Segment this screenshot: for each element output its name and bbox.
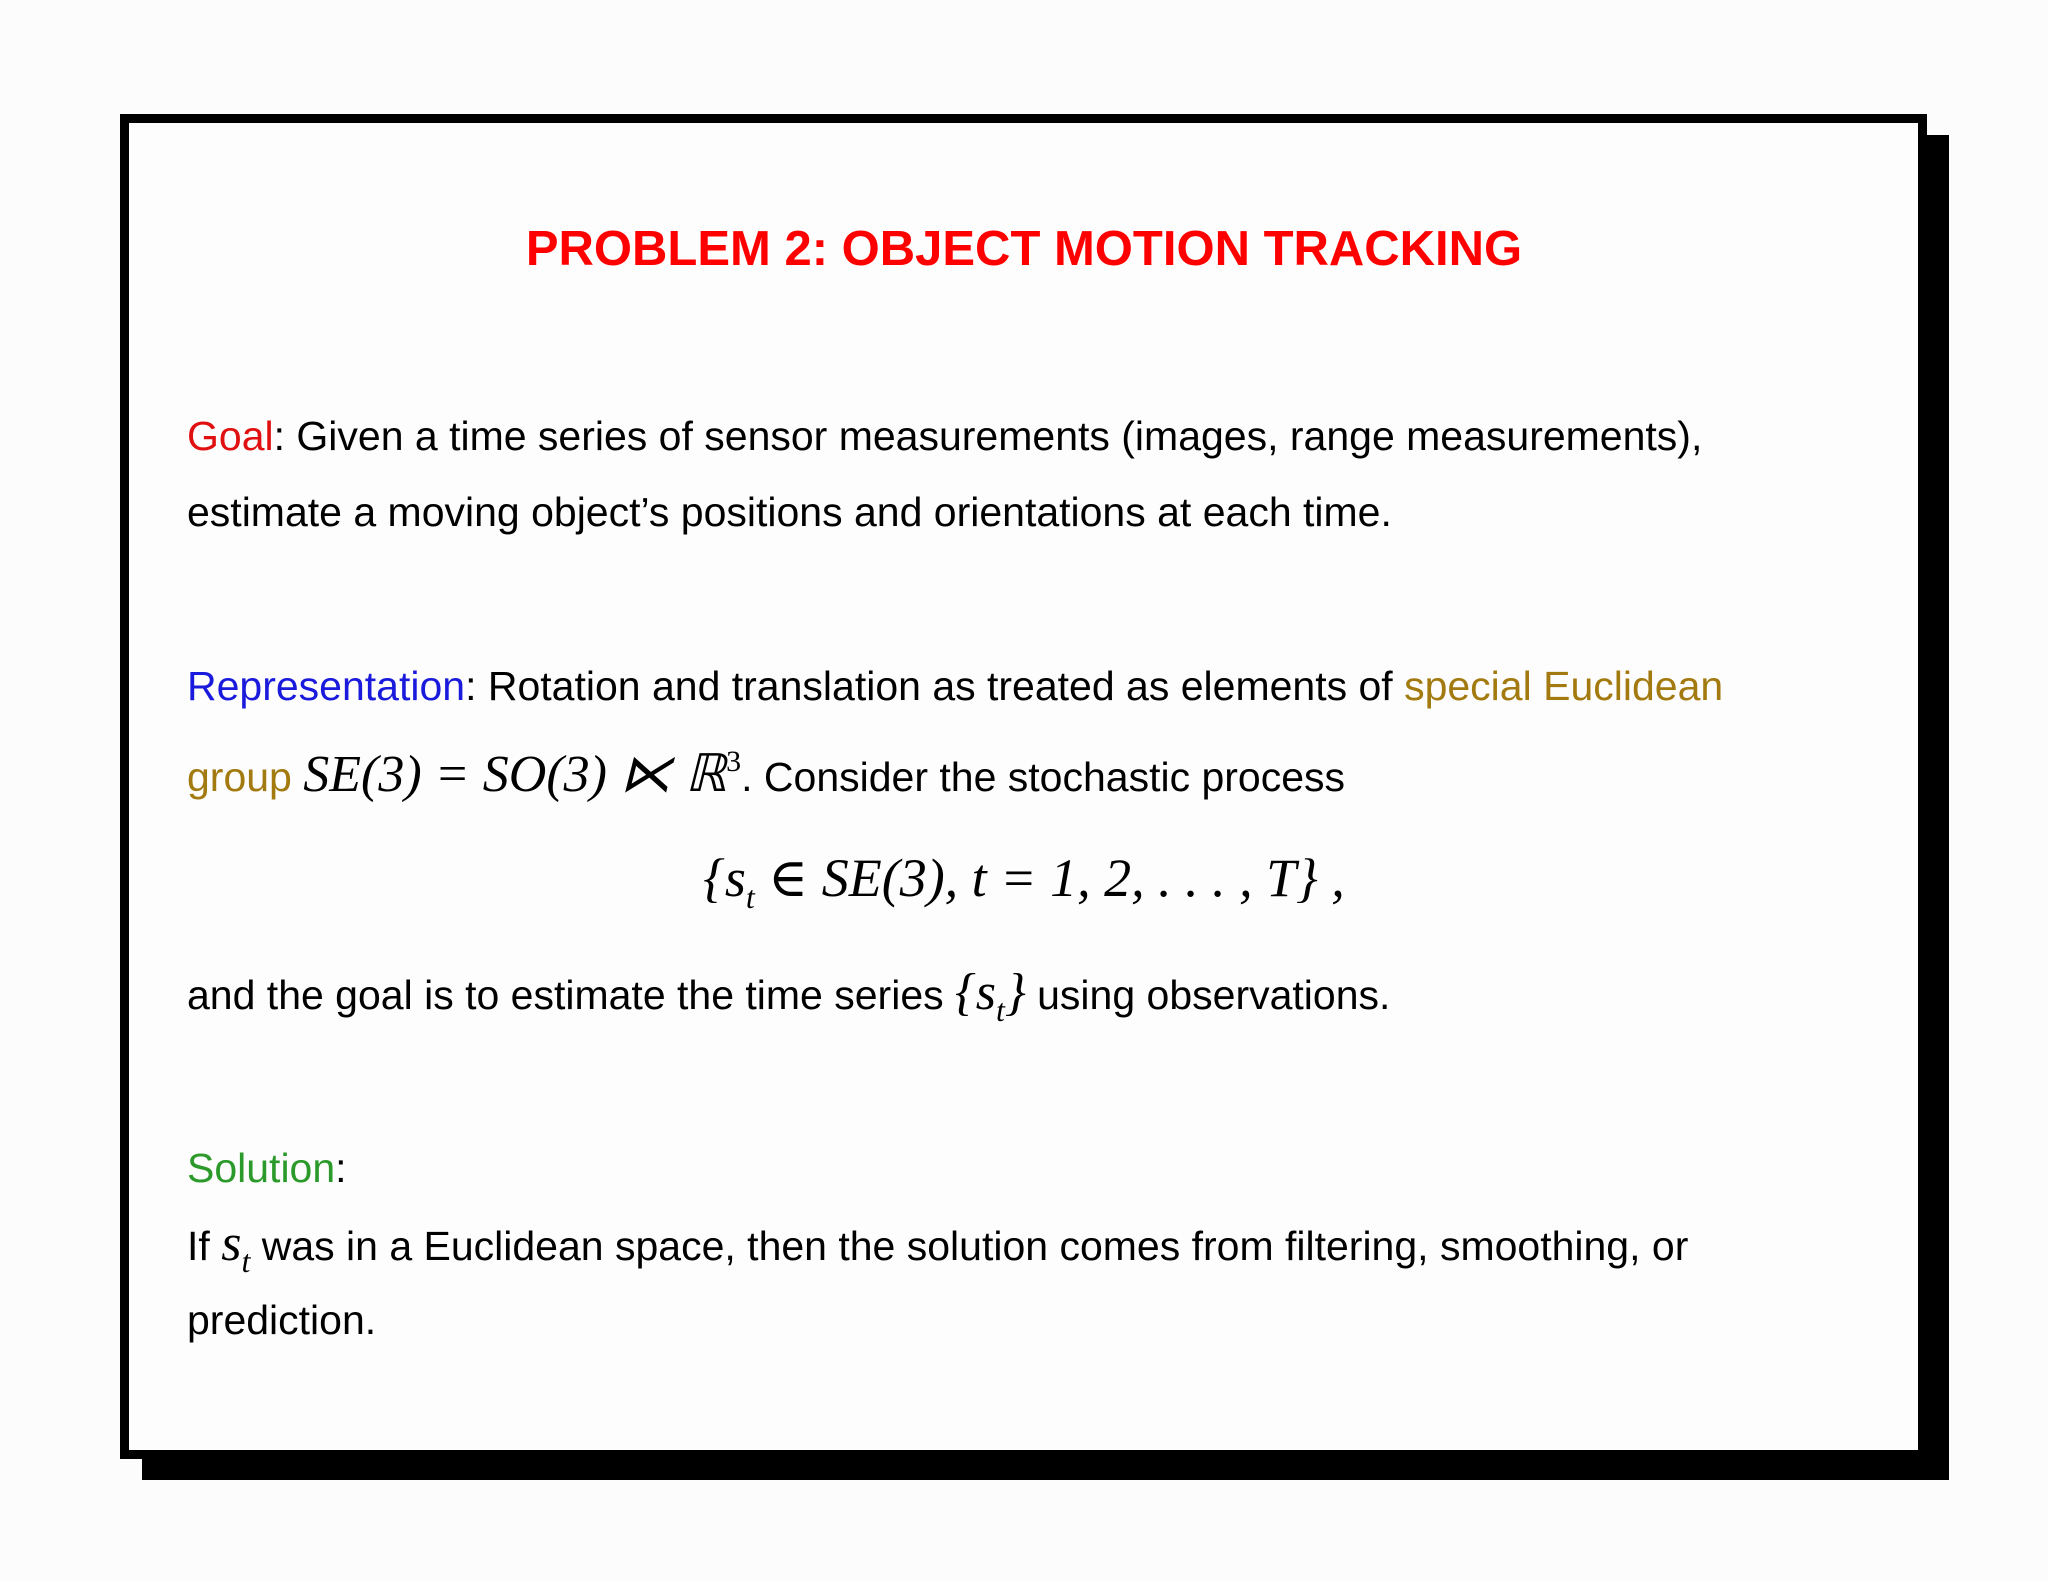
special-euclidean-term: special Euclidean [1404,663,1724,709]
representation-line-3 [187,955,1847,1031]
solution-heading [187,1130,1847,1206]
time-series-subscript: t [996,992,1005,1028]
solution-text-1b: was in a Euclidean space, then the solution comes from filtering, smoothing, or [250,1223,1689,1269]
solution-text-1a: If [187,1223,222,1269]
representation-line-1 [187,648,1847,724]
representation-line-3-content [187,955,1847,1031]
solution-line-2: prediction. [187,1297,377,1343]
se3-formula: SE(3) = SO(3) ⋉ ℝ [303,746,727,803]
solution-colon: : [335,1145,347,1191]
state-subscript: t [241,1243,251,1279]
equation-open: {s [703,848,746,908]
representation-text-3a: and the goal is to estimate the time series [187,972,956,1018]
group-term: group [187,754,292,800]
solution-line-1 [187,1206,1847,1282]
representation-line-2 [187,724,1847,803]
time-series-open: {s [955,964,997,1021]
goal-line-1 [187,398,1847,474]
goal-text-1: : Given a time series of sensor measurements (images, range measurements), [273,413,1703,459]
solution-label: Solution [187,1145,336,1191]
representation-text-3b: using observations. [1025,972,1391,1018]
stochastic-process-equation [0,838,2048,937]
se3-formula-exponent: 3 [726,745,742,778]
representation-paragraph [187,648,1847,803]
equation-rest: ∈ SE(3), t = 1, 2, . . . , T} , [754,848,1345,908]
time-series-close: } [1004,964,1026,1021]
goal-line-2: estimate a moving object’s positions and orientations at each time. [187,489,1392,535]
representation-text-2: . Consider the stochastic process [741,754,1346,800]
goal-paragraph [187,398,1847,550]
equation-subscript: t [745,879,755,915]
representation-text-1: : Rotation and translation as treated as elements of [465,663,1405,709]
state-symbol: s [221,1215,242,1272]
goal-label: Goal [187,413,274,459]
representation-label: Representation [187,663,466,709]
slide-title: PROBLEM 2: OBJECT MOTION TRACKING [525,222,1523,276]
solution-paragraph [187,1130,1847,1358]
